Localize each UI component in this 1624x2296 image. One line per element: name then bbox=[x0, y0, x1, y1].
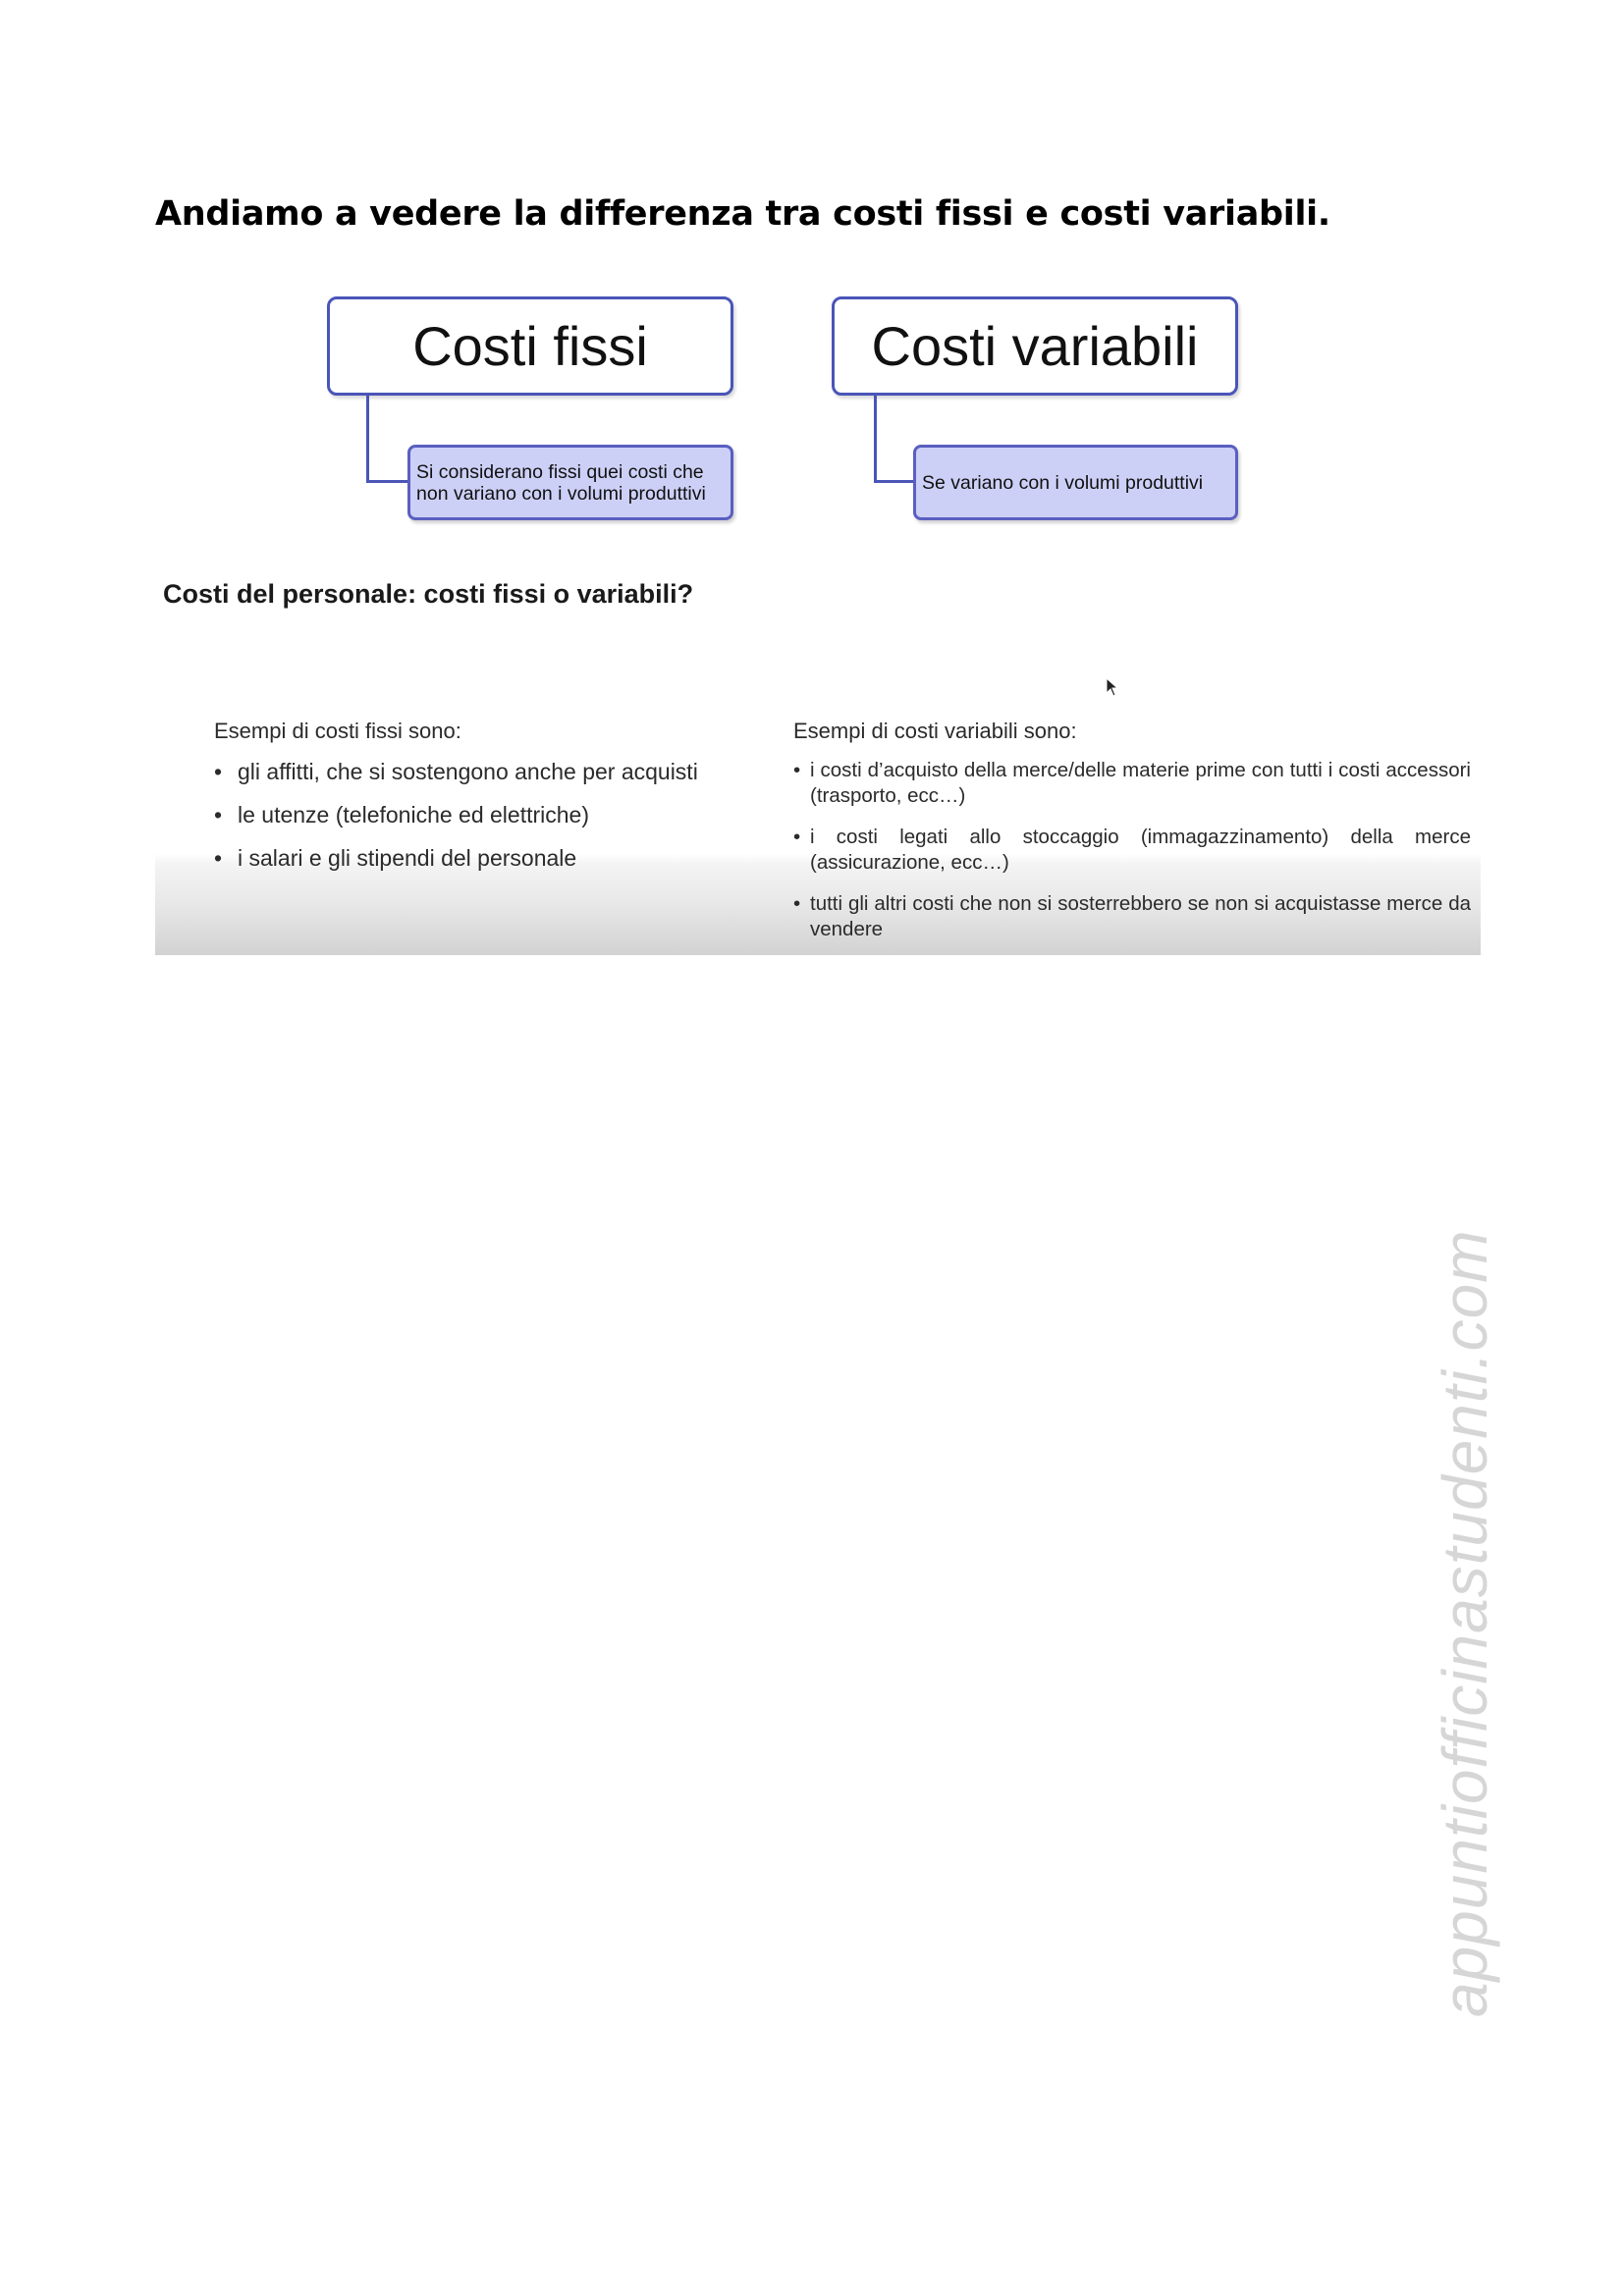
list-item bbox=[793, 825, 1471, 876]
fixed-costs-title-box bbox=[327, 296, 733, 396]
list-item bbox=[214, 758, 764, 785]
bullet-icon: • bbox=[793, 826, 801, 848]
bullet-icon: • bbox=[793, 892, 801, 915]
fixed-costs-desc-line1: Si considerano fissi quei costi che bbox=[416, 460, 704, 483]
fixed-connector-vertical bbox=[366, 396, 369, 483]
list-item-text: i costi legati allo stoccaggio (immagazzinamento) della merce (assicurazione, ecc…) bbox=[810, 826, 1471, 874]
slide-screenshot bbox=[155, 569, 1481, 955]
page-heading: Andiamo a vedere la differenza tra costi fissi e costi variabili. bbox=[155, 194, 1330, 234]
list-item-text: le utenze (telefoniche ed elettriche) bbox=[238, 802, 589, 828]
variable-costs-desc-box bbox=[913, 445, 1238, 520]
list-item bbox=[214, 844, 764, 872]
fixed-costs-title: Costi fissi bbox=[412, 315, 648, 377]
list-item-text: tutti gli altri costi che non si sosterrebbero se non si acquistasse merce da vendere bbox=[810, 892, 1471, 940]
slide-question: Costi del personale: costi fissi o variabili? bbox=[163, 579, 694, 609]
fixed-costs-desc-box bbox=[407, 445, 733, 520]
variable-examples-list bbox=[793, 758, 1471, 942]
variable-connector-horizontal bbox=[874, 480, 916, 483]
fixed-costs-desc-line2: non variano con i volumi produttivi bbox=[416, 482, 706, 505]
list-item-text: gli affitti, che si sostengono anche per acquisti bbox=[238, 759, 698, 784]
bullet-icon: • bbox=[793, 759, 801, 781]
fixed-connector-horizontal bbox=[366, 480, 408, 483]
watermark: appuntiofficinastudenti.com bbox=[1430, 1229, 1500, 2017]
variable-costs-title: Costi variabili bbox=[871, 315, 1199, 377]
fixed-examples-column bbox=[214, 719, 764, 887]
list-item-text: i salari e gli stipendi del personale bbox=[238, 845, 577, 871]
variable-costs-title-box bbox=[832, 296, 1238, 396]
variable-examples-column bbox=[793, 719, 1471, 958]
mouse-cursor-icon bbox=[1106, 677, 1119, 697]
list-item-text: i costi d’acquisto della merce/delle materie prime con tutti i costi accessori (trasporto, ecc…) bbox=[810, 759, 1471, 807]
list-item bbox=[214, 801, 764, 828]
bullet-icon: • bbox=[214, 845, 223, 871]
list-item bbox=[793, 891, 1471, 942]
fixed-examples-list bbox=[214, 758, 764, 872]
list-item bbox=[793, 758, 1471, 809]
variable-examples-heading: Esempi di costi variabili sono: bbox=[793, 719, 1077, 743]
variable-costs-desc: Se variano con i volumi produttivi bbox=[922, 471, 1204, 494]
bullet-icon: • bbox=[214, 759, 223, 784]
variable-connector-vertical bbox=[874, 396, 877, 483]
fixed-examples-heading: Esempi di costi fissi sono: bbox=[214, 719, 461, 743]
bullet-icon: • bbox=[214, 802, 223, 828]
cost-diagram bbox=[0, 0, 1624, 550]
